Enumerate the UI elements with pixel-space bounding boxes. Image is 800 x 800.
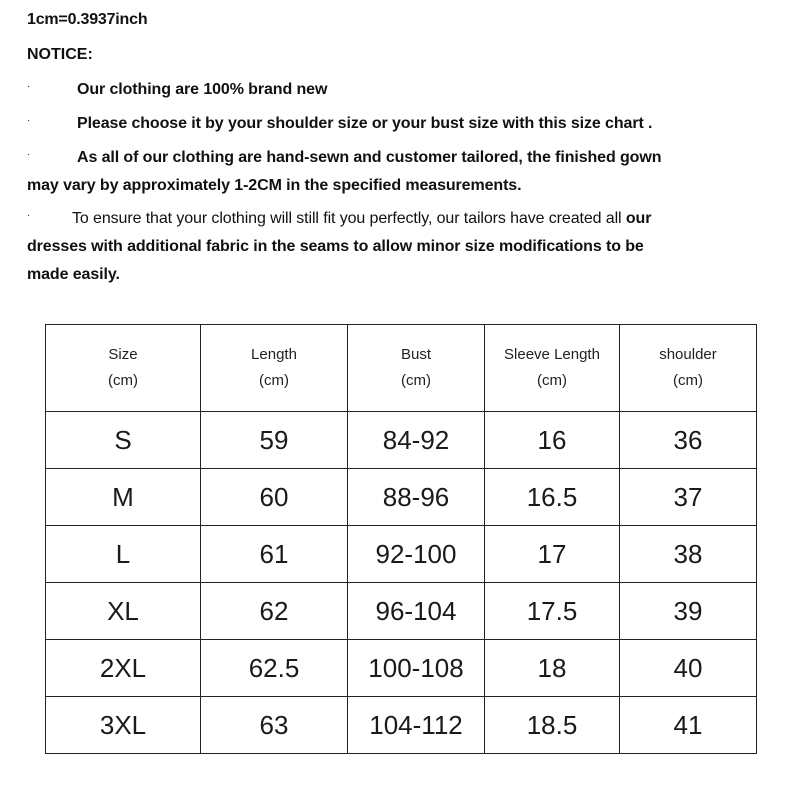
cell-size: 3XL	[46, 697, 201, 754]
cell-bust: 100-108	[348, 640, 485, 697]
cell-shoulder: 39	[620, 583, 757, 640]
cell-length: 59	[201, 412, 348, 469]
table-row	[46, 412, 757, 469]
cell-shoulder: 38	[620, 526, 757, 583]
unit-conversion: 1cm=0.3937inch	[27, 11, 148, 28]
cell-bust: 104-112	[348, 697, 485, 754]
column-header-shoulder: shoulder (cm)	[620, 325, 757, 412]
cell-size: 2XL	[46, 640, 201, 697]
notice-text-bold: our	[625, 210, 652, 228]
notice-text: To ensure that your clothing will still fit you perfectly, our tailors have created all	[72, 210, 622, 228]
cell-sleeve-length: 17.5	[485, 583, 620, 640]
cell-length: 63	[201, 697, 348, 754]
cell-sleeve-length: 18	[485, 640, 620, 697]
cell-bust: 92-100	[348, 526, 485, 583]
cell-size: S	[46, 412, 201, 469]
notice-text-continued: may vary by approximately 1-2CM in the specified measurements.	[27, 177, 522, 195]
bullet-icon: ·	[27, 149, 31, 160]
column-header-size: Size (cm)	[46, 325, 201, 412]
size-table	[45, 324, 757, 754]
cell-length: 60	[201, 469, 348, 526]
column-header-length: Length (cm)	[201, 325, 348, 412]
notice-text: As all of our clothing are hand-sewn and customer tailored, the finished gown	[77, 149, 662, 167]
cell-length: 62	[201, 583, 348, 640]
cell-length: 62.5	[201, 640, 348, 697]
cell-sleeve-length: 16	[485, 412, 620, 469]
column-header-bust: Bust (cm)	[348, 325, 485, 412]
notice-item	[27, 76, 787, 104]
notice-text-continued: made easily.	[27, 266, 120, 284]
cell-bust: 96-104	[348, 583, 485, 640]
bullet-icon: ·	[27, 81, 31, 92]
cell-sleeve-length: 17	[485, 526, 620, 583]
cell-bust: 84-92	[348, 412, 485, 469]
cell-shoulder: 36	[620, 412, 757, 469]
bullet-icon: ·	[27, 115, 31, 126]
cell-bust: 88-96	[348, 469, 485, 526]
table-row	[46, 469, 757, 526]
notice-title: NOTICE:	[27, 46, 93, 63]
cell-size: XL	[46, 583, 201, 640]
cell-sleeve-length: 18.5	[485, 697, 620, 754]
notice-item	[27, 205, 787, 289]
notice-text-continued: dresses with additional fabric in the seams to allow minor size modifications to be	[27, 238, 644, 256]
notice-item	[27, 144, 787, 200]
table-row	[46, 697, 757, 754]
cell-size: M	[46, 469, 201, 526]
cell-shoulder: 40	[620, 640, 757, 697]
table-row	[46, 640, 757, 697]
cell-shoulder: 37	[620, 469, 757, 526]
notice-text: Our clothing are 100% brand new	[77, 81, 328, 99]
table-header-row	[46, 325, 757, 412]
column-header-sleeve-length: Sleeve Length (cm)	[485, 325, 620, 412]
notice-text: Please choose it by your shoulder size or your bust size with this size chart .	[77, 115, 653, 133]
cell-shoulder: 41	[620, 697, 757, 754]
bullet-icon: ·	[27, 210, 31, 221]
notice-item	[27, 110, 787, 138]
table-row	[46, 526, 757, 583]
table-row	[46, 583, 757, 640]
cell-length: 61	[201, 526, 348, 583]
cell-sleeve-length: 16.5	[485, 469, 620, 526]
cell-size: L	[46, 526, 201, 583]
